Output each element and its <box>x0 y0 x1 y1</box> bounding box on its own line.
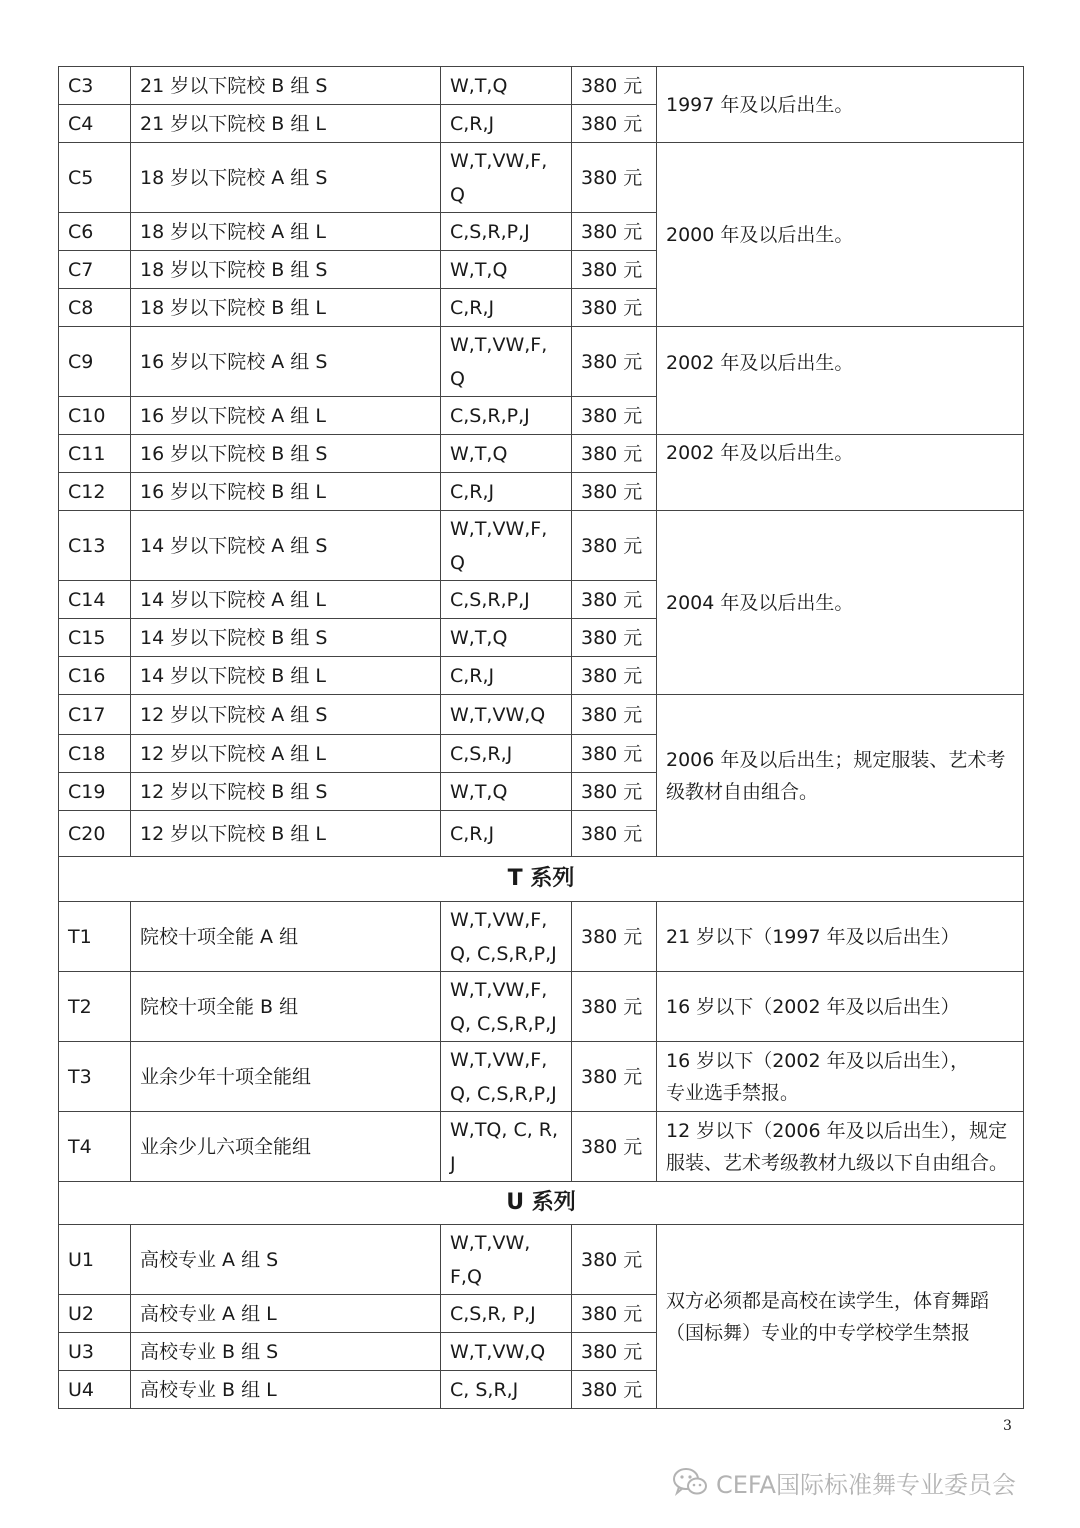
entry-fee: 380 元 <box>572 289 657 327</box>
event-name: 16 岁以下院校 B 组 S <box>131 435 441 473</box>
event-name: 18 岁以下院校 B 组 S <box>131 251 441 289</box>
dance-list: C,S,R, P,J <box>441 1295 572 1333</box>
dance-list: C,S,R,P,J <box>441 581 572 619</box>
eligibility-note: 2004 年及以后出生。 <box>657 511 1024 695</box>
event-name: 高校专业 B 组 L <box>131 1371 441 1409</box>
event-name: 14 岁以下院校 A 组 L <box>131 581 441 619</box>
watermark <box>672 1462 1016 1502</box>
event-code: C15 <box>59 619 131 657</box>
event-name: 12 岁以下院校 B 组 S <box>131 773 441 811</box>
event-code: C16 <box>59 657 131 695</box>
event-name: 18 岁以下院校 A 组 S <box>131 143 441 213</box>
section-header-u: U 系列 <box>59 1182 1024 1225</box>
entry-fee: 380 元 <box>572 511 657 581</box>
event-code: U3 <box>59 1333 131 1371</box>
entry-fee: 380 元 <box>572 213 657 251</box>
eligibility-note: 2002 年及以后出生。 <box>657 435 1024 511</box>
entry-fee: 380 元 <box>572 695 657 735</box>
dance-list: C,R,J <box>441 105 572 143</box>
event-code: C17 <box>59 695 131 735</box>
event-code: C10 <box>59 397 131 435</box>
dance-list: W,T,VW,F, Q, C,S,R,P,J <box>441 902 572 972</box>
section-header-row <box>59 1182 1024 1225</box>
dance-list: C, S,R,J <box>441 1371 572 1409</box>
event-code: C12 <box>59 473 131 511</box>
event-name: 院校十项全能 A 组 <box>131 902 441 972</box>
event-code: C11 <box>59 435 131 473</box>
entry-fee: 380 元 <box>572 473 657 511</box>
event-code: T4 <box>59 1112 131 1182</box>
entry-fee: 380 元 <box>572 811 657 857</box>
wechat-icon <box>672 1467 708 1497</box>
event-name: 16 岁以下院校 A 组 L <box>131 397 441 435</box>
dance-list: W,T,Q <box>441 67 572 105</box>
table-row <box>59 1042 1024 1112</box>
eligibility-note <box>657 1042 1024 1112</box>
event-code: T3 <box>59 1042 131 1112</box>
event-name: 12 岁以下院校 A 组 S <box>131 695 441 735</box>
event-name: 院校十项全能 B 组 <box>131 972 441 1042</box>
event-name: 业余少年十项全能组 <box>131 1042 441 1112</box>
section-header-row <box>59 857 1024 902</box>
entry-fee: 380 元 <box>572 619 657 657</box>
dance-list: C,R,J <box>441 657 572 695</box>
table-row <box>59 143 1024 213</box>
entry-fee: 380 元 <box>572 581 657 619</box>
event-name: 14 岁以下院校 A 组 S <box>131 511 441 581</box>
entry-fee: 380 元 <box>572 1042 657 1112</box>
dance-list: C,R,J <box>441 473 572 511</box>
dance-list: W,T,VW,F, Q, C,S,R,P,J <box>441 972 572 1042</box>
section-header-t: T 系列 <box>59 857 1024 902</box>
event-code: C8 <box>59 289 131 327</box>
dance-list: W,T,VW,F, Q <box>441 327 572 397</box>
table-row <box>59 435 1024 473</box>
event-code: C9 <box>59 327 131 397</box>
dance-list: C,S,R,J <box>441 735 572 773</box>
event-code: U1 <box>59 1225 131 1295</box>
dance-list: W,T,VW,F, Q, C,S,R,P,J <box>441 1042 572 1112</box>
event-name: 18 岁以下院校 A 组 L <box>131 213 441 251</box>
event-code: T2 <box>59 972 131 1042</box>
eligibility-note: 16 岁以下（2002 年及以后出生） <box>657 972 1024 1042</box>
dance-list: W,T,Q <box>441 251 572 289</box>
table-row <box>59 67 1024 105</box>
eligibility-note: 21 岁以下（1997 年及以后出生） <box>657 902 1024 972</box>
dance-list: C,R,J <box>441 811 572 857</box>
event-code: C5 <box>59 143 131 213</box>
event-code: T1 <box>59 902 131 972</box>
entry-fee: 380 元 <box>572 773 657 811</box>
eligibility-note: 2006 年及以后出生；规定服装、艺术考级教材自由组合。 <box>657 695 1024 857</box>
page-number: 3 <box>1003 1418 1012 1434</box>
dance-list: W,T,VW,Q <box>441 695 572 735</box>
event-name: 高校专业 A 组 L <box>131 1295 441 1333</box>
entry-fee: 380 元 <box>572 657 657 695</box>
event-name: 16 岁以下院校 B 组 L <box>131 473 441 511</box>
event-name: 高校专业 B 组 S <box>131 1333 441 1371</box>
event-code: C20 <box>59 811 131 857</box>
entry-fee: 380 元 <box>572 1371 657 1409</box>
event-name: 21 岁以下院校 B 组 S <box>131 67 441 105</box>
event-name: 14 岁以下院校 B 组 S <box>131 619 441 657</box>
entry-fee: 380 元 <box>572 327 657 397</box>
event-name: 21 岁以下院校 B 组 L <box>131 105 441 143</box>
eligibility-note: 2000 年及以后出生。 <box>657 143 1024 327</box>
entry-fee: 380 元 <box>572 251 657 289</box>
eligibility-note-line: 16 岁以下（2002 年及以后出生）， <box>666 1049 970 1072</box>
dance-list: C,S,R,P,J <box>441 213 572 251</box>
event-name: 12 岁以下院校 A 组 L <box>131 735 441 773</box>
eligibility-note: 12 岁以下（2006 年及以后出生），规定服装、艺术考级教材九级以下自由组合。 <box>657 1112 1024 1182</box>
entry-fee: 380 元 <box>572 1225 657 1295</box>
entry-fee: 380 元 <box>572 902 657 972</box>
entry-fee: 380 元 <box>572 435 657 473</box>
event-code: U4 <box>59 1371 131 1409</box>
competition-table <box>58 66 1024 1409</box>
entry-fee: 380 元 <box>572 735 657 773</box>
event-code: C13 <box>59 511 131 581</box>
eligibility-note: 2002 年及以后出生。 <box>657 327 1024 435</box>
event-code: C19 <box>59 773 131 811</box>
dance-list: W,T,VW,Q <box>441 1333 572 1371</box>
dance-list: W,T,Q <box>441 619 572 657</box>
table-row <box>59 1225 1024 1295</box>
dance-list: W,T,VW, F,Q <box>441 1225 572 1295</box>
event-code: C4 <box>59 105 131 143</box>
event-code: C6 <box>59 213 131 251</box>
entry-fee: 380 元 <box>572 972 657 1042</box>
event-code: C3 <box>59 67 131 105</box>
eligibility-note-line: 专业选手禁报。 <box>666 1081 800 1104</box>
dance-list: W,T,VW,F, Q <box>441 511 572 581</box>
table-row <box>59 511 1024 581</box>
table-row <box>59 972 1024 1042</box>
eligibility-note: 1997 年及以后出生。 <box>657 67 1024 143</box>
table-row <box>59 902 1024 972</box>
event-code: C14 <box>59 581 131 619</box>
eligibility-note: 双方必须都是高校在读学生，体育舞蹈（国标舞）专业的中专学校学生禁报 <box>657 1225 1024 1409</box>
event-code: U2 <box>59 1295 131 1333</box>
event-code: C18 <box>59 735 131 773</box>
entry-fee: 380 元 <box>572 143 657 213</box>
event-name: 16 岁以下院校 A 组 S <box>131 327 441 397</box>
dance-list: W,T,Q <box>441 435 572 473</box>
event-name: 业余少儿六项全能组 <box>131 1112 441 1182</box>
entry-fee: 380 元 <box>572 1333 657 1371</box>
dance-list: W,T,Q <box>441 773 572 811</box>
table-row <box>59 695 1024 735</box>
event-code: C7 <box>59 251 131 289</box>
entry-fee: 380 元 <box>572 67 657 105</box>
watermark-text: CEFA国际标准舞专业委员会 <box>716 1470 1016 1499</box>
entry-fee: 380 元 <box>572 1112 657 1182</box>
dance-list: C,S,R,P,J <box>441 397 572 435</box>
entry-fee: 380 元 <box>572 1295 657 1333</box>
event-name: 18 岁以下院校 B 组 L <box>131 289 441 327</box>
entry-fee: 380 元 <box>572 397 657 435</box>
event-name: 12 岁以下院校 B 组 L <box>131 811 441 857</box>
event-name: 14 岁以下院校 B 组 L <box>131 657 441 695</box>
dance-list: W,TQ, C, R, J <box>441 1112 572 1182</box>
dance-list: C,R,J <box>441 289 572 327</box>
table-row <box>59 327 1024 397</box>
entry-fee: 380 元 <box>572 105 657 143</box>
table-row <box>59 1112 1024 1182</box>
dance-list: W,T,VW,F, Q <box>441 143 572 213</box>
event-name: 高校专业 A 组 S <box>131 1225 441 1295</box>
